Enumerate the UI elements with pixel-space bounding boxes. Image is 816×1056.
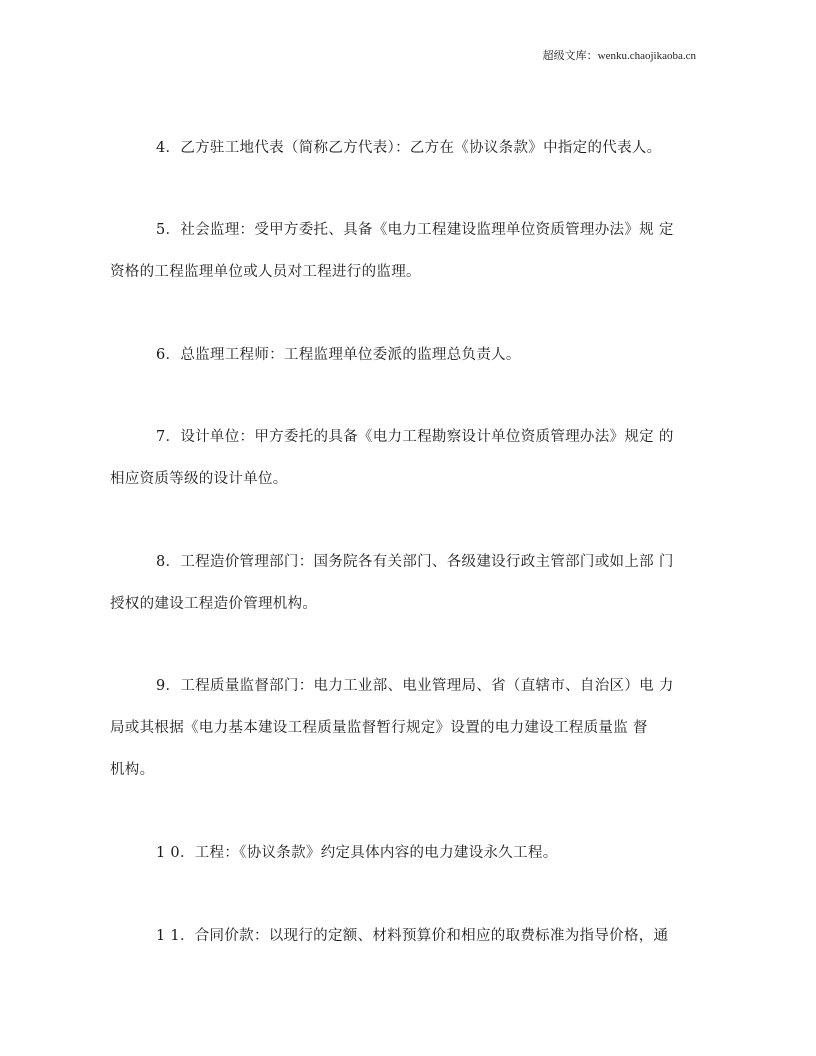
paragraph-11-line-1: 1 1．合同价款：以现行的定额、材料预算价和相应的取费标准为指导价格，通 xyxy=(156,928,669,944)
paragraph-8-line-2: 授权的建设工程造价管理机构。 xyxy=(110,596,318,612)
paragraph-9-line-1: 9．工程质量监督部门：电力工业部、电业管理局、省（直辖市、自治区）电 力 xyxy=(156,678,674,694)
paragraph-8-line-1: 8．工程造价管理部门：国务院各有关部门、各级建设行政主管部门或如上部 门 xyxy=(156,554,674,570)
site-header: 超级文库：wenku.chaojikaoba.cn xyxy=(542,50,696,62)
paragraph-6-line-1: 6．总监理工程师：工程监理单位委派的监理总负责人。 xyxy=(156,347,521,363)
paragraph-10-line-1: 1 0．工程：《协议条款》约定具体内容的电力建设永久工程。 xyxy=(156,845,558,861)
paragraph-5-line-2: 资格的工程监理单位或人员对工程进行的监理。 xyxy=(110,264,421,280)
paragraph-7-line-2: 相应资质等级的设计单位。 xyxy=(110,471,288,487)
paragraph-4-line-1: 4．乙方驻工地代表（简称乙方代表）：乙方在《协议条款》中指定的代表人。 xyxy=(156,140,662,156)
paragraph-9-line-2: 局或其根据《电力基本建设工程质量监督暂行规定》设置的电力建设工程质量监 督 xyxy=(110,720,648,736)
paragraph-9-line-3: 机构。 xyxy=(110,762,155,778)
paragraph-7-line-1: 7．设计单位：甲方委托的具备《电力工程勘察设计单位资质管理办法》规定 的 xyxy=(156,429,674,445)
paragraph-5-line-1: 5．社会监理：受甲方委托、具备《电力工程建设监理单位资质管理办法》规 定 xyxy=(156,222,674,238)
